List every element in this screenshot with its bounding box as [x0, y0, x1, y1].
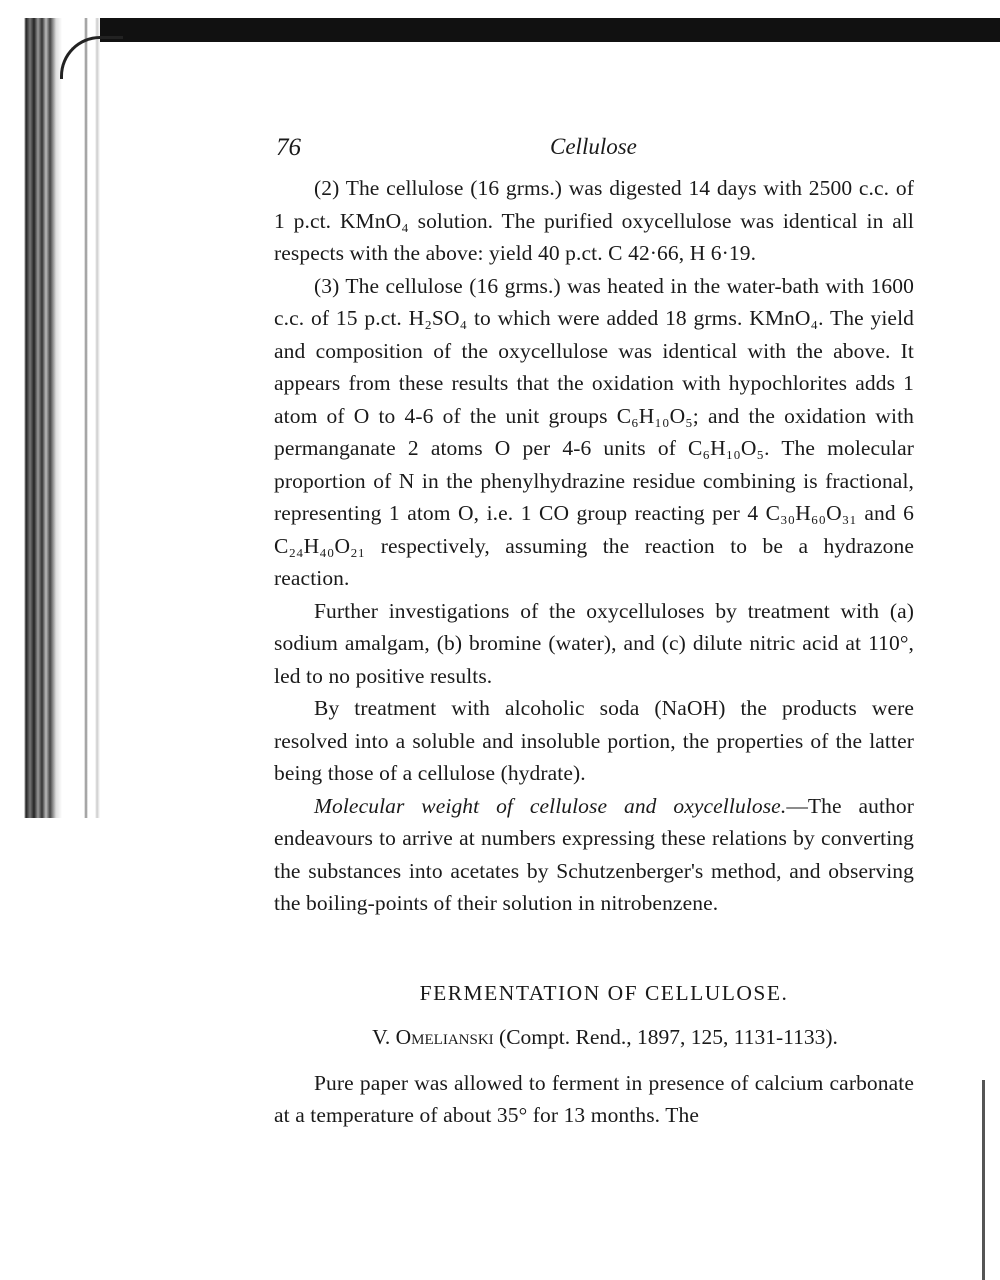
citation [274, 1021, 914, 1053]
paragraph-fermentation: Pure paper was allowed to ferment in presence of calcium carbonate at a temperature of about 35° for 13 months. The [274, 1070, 914, 1127]
paragraph-molecular-weight [274, 790, 914, 920]
page-number: 76 [276, 134, 301, 161]
book-spine-shadow [0, 18, 100, 818]
section-heading: FERMENTATION OF CELLULOSE. [419, 980, 789, 1005]
running-title: Cellulose [550, 134, 637, 159]
scan-top-border [0, 18, 1000, 42]
molecular-weight-body: —The author endeavours to arrive at numbers expressing these relations by converting the substances into acetates by Schutzenberger's method, and observing the boiling-points of their solution in nitrobenzene. [274, 793, 915, 915]
paragraph-3: (3) The cellulose (16 grms.) was heated in the water-bath with 1600 c.c. of 15 p.ct. H₂SO₄ to which were added 18 grms. KMnO₄. The yield and composition of the oxycellulose was identical with the above. It appears from these results that the oxidation with hypochlorites adds 1 atom of O to 4-6 of the unit groups C₆H₁₀O₅; and the oxidation with permanganate 2 atoms O per 4-6 units of C₆H₁₀O₅. The molecular proportion of N in the phenylhydrazine residue combining is fractional, representing 1 atom O, i.e. 1 CO group reacting per 4 C₃₀H₆₀O₃₁ and 6 C₂₄H₄₀O₂₁ respectively, assuming the reaction to be a hydrazone reaction. [274, 273, 914, 590]
citation-author: V. Omelianski [372, 1024, 494, 1049]
molecular-weight-lead: Molecular weight of cellulose and oxycellulose. [314, 793, 787, 818]
book-page [274, 130, 914, 1132]
page-header [274, 130, 914, 172]
paragraph-further-investigations: Further investigations of the oxycelluloses by treatment with (a) sodium amalgam, (b) bromine (water), and (c) dilute nitric acid at 110°, led to no positive results. [274, 598, 914, 688]
paragraph-alcoholic-soda: By treatment with alcoholic soda (NaOH) the products were resolved into a soluble and insoluble portion, the properties of the latter being those of a cellulose (hydrate). [274, 696, 914, 785]
citation-source: (Compt. Rend., 1897, 125, 1131-1133). [499, 1024, 838, 1049]
scan-right-edge [982, 1080, 985, 1280]
paragraph-2: (2) The cellulose (16 grms.) was digested 14 days with 2500 c.c. of 1 p.ct. KMnO₄ solution. The purified oxycellulose was identical in all respects with the above: yield 40 p.ct. C 42·66, H 6·19. [274, 176, 914, 265]
